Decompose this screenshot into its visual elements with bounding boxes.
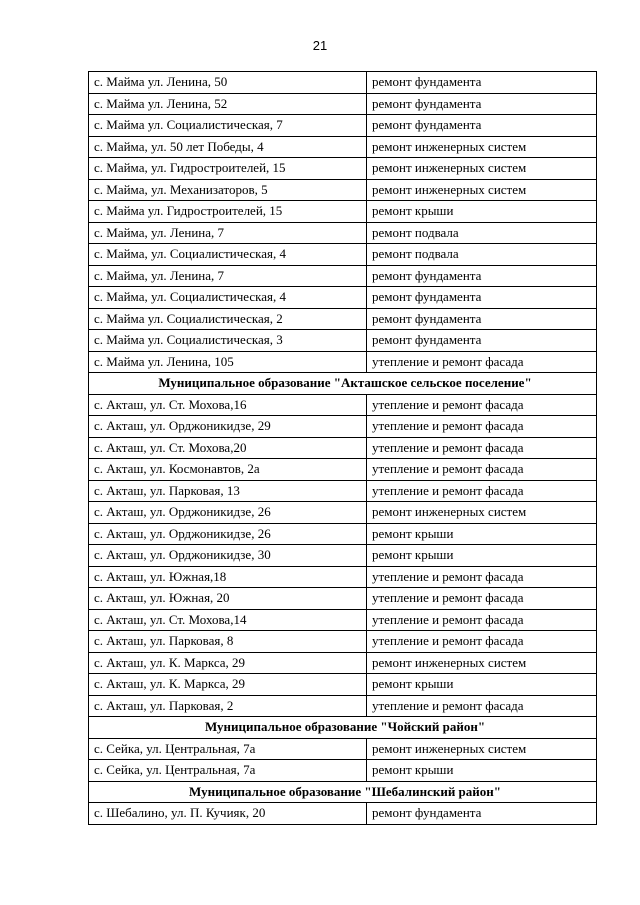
work-type-cell: ремонт фундамента (367, 330, 597, 352)
work-type-cell: утепление и ремонт фасада (367, 351, 597, 373)
address-cell: с. Акташ, ул. Орджоникидзе, 26 (89, 523, 367, 545)
table-row (89, 502, 597, 524)
address-cell: с. Майма, ул. Механизаторов, 5 (89, 179, 367, 201)
work-type-cell: утепление и ремонт фасада (367, 588, 597, 610)
work-type-cell: ремонт крыши (367, 760, 597, 782)
table-row (89, 523, 597, 545)
table-row (89, 201, 597, 223)
work-type-cell: ремонт инженерных систем (367, 652, 597, 674)
section-heading-row (89, 373, 597, 395)
table-row (89, 437, 597, 459)
address-cell: с. Акташ, ул. Южная, 20 (89, 588, 367, 610)
table-row (89, 394, 597, 416)
table-row (89, 609, 597, 631)
table-row (89, 738, 597, 760)
table-row (89, 115, 597, 137)
table-row (89, 695, 597, 717)
table-row (89, 179, 597, 201)
section-heading-row (89, 717, 597, 739)
section-heading: Муниципальное образование "Шебалинский район" (89, 781, 597, 803)
table-row (89, 652, 597, 674)
work-type-cell: утепление и ремонт фасада (367, 609, 597, 631)
table-row (89, 459, 597, 481)
work-type-cell: ремонт крыши (367, 674, 597, 696)
table-row (89, 760, 597, 782)
address-cell: с. Акташ, ул. Орджоникидзе, 26 (89, 502, 367, 524)
work-type-cell: ремонт фундамента (367, 803, 597, 825)
work-type-cell: утепление и ремонт фасада (367, 631, 597, 653)
address-cell: с. Сейка, ул. Центральная, 7а (89, 760, 367, 782)
address-cell: с. Майма, ул. Ленина, 7 (89, 265, 367, 287)
work-type-cell: ремонт фундамента (367, 115, 597, 137)
address-cell: с. Акташ, ул. К. Маркса, 29 (89, 674, 367, 696)
table-row (89, 351, 597, 373)
work-type-cell: ремонт фундамента (367, 265, 597, 287)
table-row (89, 545, 597, 567)
address-cell: с. Майма, ул. Социалистическая, 4 (89, 287, 367, 309)
work-type-cell: ремонт фундамента (367, 308, 597, 330)
work-type-cell: ремонт инженерных систем (367, 158, 597, 180)
table-row (89, 158, 597, 180)
work-type-cell: утепление и ремонт фасада (367, 480, 597, 502)
table-row (89, 631, 597, 653)
table-row (89, 308, 597, 330)
address-cell: с. Майма ул. Ленина, 50 (89, 72, 367, 94)
table-row (89, 287, 597, 309)
work-type-cell: ремонт фундамента (367, 72, 597, 94)
work-type-cell: ремонт фундамента (367, 287, 597, 309)
section-heading: Муниципальное образование "Акташское сельское поселение" (89, 373, 597, 395)
address-cell: с. Майма ул. Гидростроителей, 15 (89, 201, 367, 223)
address-cell: с. Акташ, ул. Парковая, 2 (89, 695, 367, 717)
work-type-cell: утепление и ремонт фасада (367, 459, 597, 481)
address-cell: с. Майма, ул. Социалистическая, 4 (89, 244, 367, 266)
work-type-cell: ремонт инженерных систем (367, 179, 597, 201)
address-cell: с. Майма, ул. Гидростроителей, 15 (89, 158, 367, 180)
work-type-cell: ремонт подвала (367, 244, 597, 266)
work-type-cell: ремонт инженерных систем (367, 136, 597, 158)
address-cell: с. Шебалино, ул. П. Кучияк, 20 (89, 803, 367, 825)
table-row (89, 136, 597, 158)
section-heading: Муниципальное образование "Чойский район" (89, 717, 597, 739)
table-row (89, 244, 597, 266)
table-body (89, 72, 597, 825)
table-row (89, 480, 597, 502)
address-cell: с. Майма, ул. 50 лет Победы, 4 (89, 136, 367, 158)
address-cell: с. Майма ул. Социалистическая, 2 (89, 308, 367, 330)
address-cell: с. Акташ, ул. Парковая, 8 (89, 631, 367, 653)
table-row (89, 222, 597, 244)
address-cell: с. Акташ, ул. К. Маркса, 29 (89, 652, 367, 674)
table-row (89, 416, 597, 438)
address-cell: с. Майма ул. Ленина, 105 (89, 351, 367, 373)
table-row (89, 588, 597, 610)
address-cell: с. Акташ, ул. Космонавтов, 2а (89, 459, 367, 481)
address-cell: с. Акташ, ул. Южная,18 (89, 566, 367, 588)
work-type-cell: утепление и ремонт фасада (367, 437, 597, 459)
address-cell: с. Акташ, ул. Ст. Мохова,20 (89, 437, 367, 459)
work-type-cell: утепление и ремонт фасада (367, 394, 597, 416)
work-type-cell: ремонт инженерных систем (367, 738, 597, 760)
work-type-cell: утепление и ремонт фасада (367, 416, 597, 438)
table-row (89, 265, 597, 287)
work-type-cell: утепление и ремонт фасада (367, 695, 597, 717)
work-type-cell: утепление и ремонт фасада (367, 566, 597, 588)
address-cell: с. Майма ул. Ленина, 52 (89, 93, 367, 115)
table-row (89, 93, 597, 115)
work-type-cell: ремонт крыши (367, 201, 597, 223)
work-type-cell: ремонт фундамента (367, 93, 597, 115)
address-cell: с. Акташ, ул. Орджоникидзе, 30 (89, 545, 367, 567)
work-type-cell: ремонт инженерных систем (367, 502, 597, 524)
page-number: 21 (312, 38, 328, 53)
address-cell: с. Майма, ул. Ленина, 7 (89, 222, 367, 244)
address-cell: с. Сейка, ул. Центральная, 7а (89, 738, 367, 760)
address-cell: с. Акташ, ул. Парковая, 13 (89, 480, 367, 502)
table-row (89, 674, 597, 696)
work-type-cell: ремонт крыши (367, 545, 597, 567)
section-heading-row (89, 781, 597, 803)
address-cell: с. Майма ул. Социалистическая, 7 (89, 115, 367, 137)
address-cell: с. Акташ, ул. Ст. Мохова,14 (89, 609, 367, 631)
table-row (89, 803, 597, 825)
table-row (89, 72, 597, 94)
address-cell: с. Акташ, ул. Орджоникидзе, 29 (89, 416, 367, 438)
work-type-cell: ремонт подвала (367, 222, 597, 244)
work-type-cell: ремонт крыши (367, 523, 597, 545)
repair-registry-table (88, 71, 597, 825)
address-cell: с. Акташ, ул. Ст. Мохова,16 (89, 394, 367, 416)
address-cell: с. Майма ул. Социалистическая, 3 (89, 330, 367, 352)
table-row (89, 566, 597, 588)
table-row (89, 330, 597, 352)
